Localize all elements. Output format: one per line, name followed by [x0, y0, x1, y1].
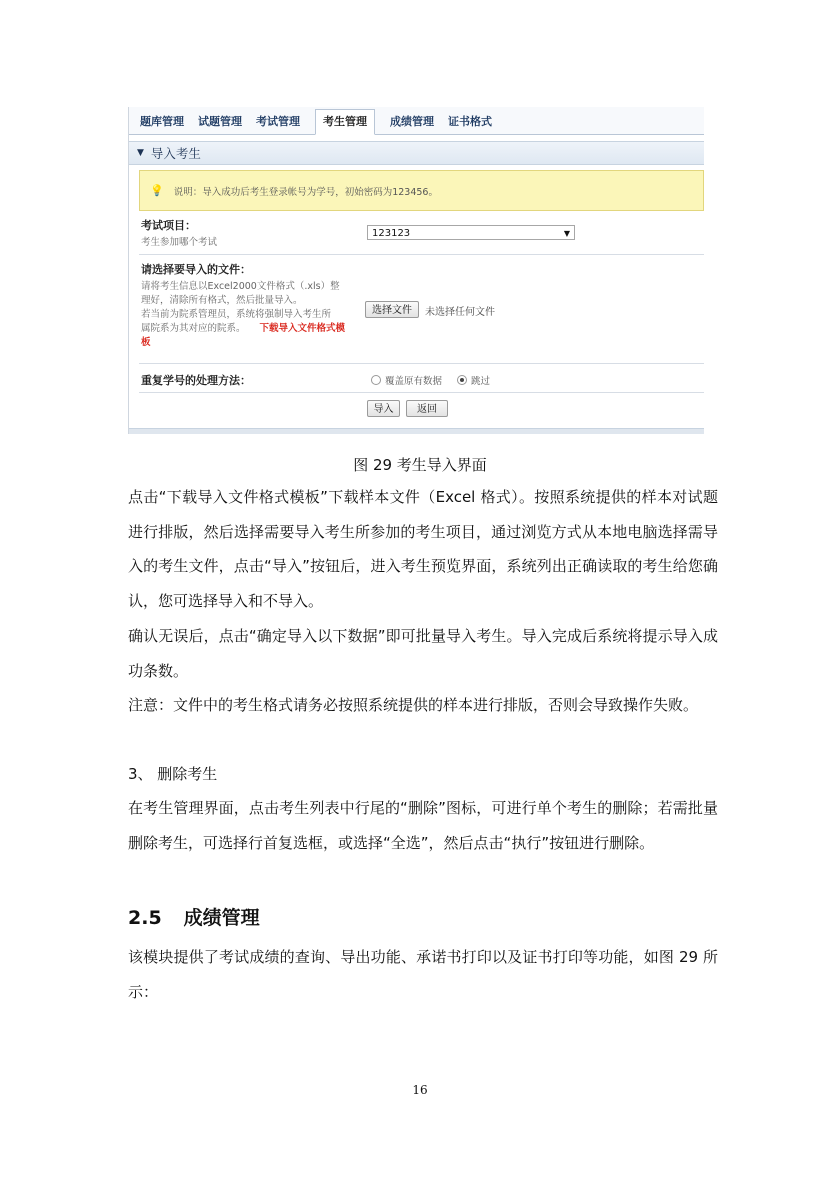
tab-exams[interactable]: 考试管理 [256, 115, 300, 128]
file-hint-1: 请将考生信息以Excel2000文件格式（.xls）整 [141, 281, 340, 292]
radio-skip-label: 跳过 [471, 376, 491, 387]
section-heading [128, 903, 260, 930]
file-hint-2: 理好，清除所有格式，然后批量导入。 [141, 295, 303, 306]
panel-header[interactable] [129, 141, 704, 165]
notice-box [139, 170, 704, 211]
import-examinee-screenshot [128, 107, 704, 434]
figure-caption: 图 29 考生导入界面 [353, 456, 487, 474]
choose-file-button[interactable]: 选择文件 [365, 301, 419, 318]
tab-questions[interactable]: 试题管理 [198, 115, 242, 128]
import-button[interactable]: 导入 [367, 400, 400, 417]
file-hint-4: 属院系为其对应的院系。 [141, 323, 246, 334]
paragraph-delete: 在考生管理界面，点击考生列表中行尾的“删除”图标，可进行单个考生的删除；若需批量删除考生，可选择行首复选框，或选择“全选”，然后点击“执行”按钮进行删除。 [128, 799, 718, 852]
collapse-triangle-icon[interactable]: ▼ [137, 148, 144, 158]
no-file-text: 未选择任何文件 [425, 307, 495, 318]
paragraph-note: 注意：文件中的考生格式请务必按照系统提供的样本进行排版，否则会导致操作失败。 [128, 696, 699, 714]
download-template-link[interactable]: 下载导入文件格式模 [259, 323, 346, 334]
download-template-link-cont[interactable]: 板 [141, 337, 151, 348]
page-number: 16 [412, 1083, 428, 1097]
exam-item-hint: 考生参加哪个考试 [141, 237, 218, 248]
tab-scores[interactable]: 成绩管理 [390, 115, 434, 128]
radio-overwrite-label: 覆盖原有数据 [385, 376, 443, 387]
paragraph-import-steps: 点击“下载导入文件格式模板”下载样本文件（Excel 格式）。按照系统提供的样本对试题进行排版，然后选择需要导入考生所参加的考生项目，通过浏览方式从本地电脑选择需导入的考生文件，点击“导入”按钮后，进入考生预览界面，系统列出正确读取的考生给您确认，您可选择导入和不导入。 [128, 488, 718, 610]
section-delete-title: 3、 删除考生 [128, 765, 218, 783]
notice-text: 说明：导入成功后考生登录帐号为学号，初始密码为123456。 [173, 186, 438, 198]
file-hint-4-and-link [141, 322, 345, 336]
section-number: 2.5 [128, 907, 162, 929]
tab-certificate-format[interactable]: 证书格式 [448, 115, 492, 128]
tab-examinees[interactable]: 考生管理 [315, 109, 375, 135]
exam-item-select[interactable] [367, 225, 575, 240]
exam-item-selected: 123123 [372, 228, 411, 239]
back-button[interactable]: 返回 [406, 400, 448, 417]
lightbulb-icon: 💡 [150, 184, 164, 197]
section-title: 成绩管理 [183, 907, 260, 929]
tab-question-bank[interactable]: 题库管理 [140, 115, 184, 128]
duplicate-row [139, 364, 704, 393]
chevron-down-icon: ▼ [563, 229, 570, 238]
screenshot-bottom-bar [129, 428, 704, 434]
exam-item-row [139, 214, 704, 255]
file-label: 请选择要导入的文件： [141, 263, 251, 276]
file-hint-3: 若当前为院系管理员，系统将强制导入考生所 [141, 309, 332, 320]
radio-skip[interactable] [457, 373, 490, 387]
module-tabs [129, 107, 704, 135]
radio-overwrite[interactable] [371, 373, 442, 387]
radio-overwrite-circle[interactable] [371, 375, 381, 385]
paragraph-confirm: 确认无误后，点击“确定导入以下数据”即可批量导入考生。导入完成后系统将提示导入成功条数。 [128, 627, 718, 680]
paragraph-score-module: 该模块提供了考试成绩的查询、导出功能、承诺书打印以及证书打印等功能，如图 29 所示： [128, 948, 718, 1001]
panel-title: 导入考生 [150, 146, 201, 161]
exam-item-label: 考试项目： [141, 219, 196, 232]
radio-skip-circle[interactable] [457, 375, 467, 385]
duplicate-label: 重复学号的处理方法： [141, 374, 251, 387]
file-row [139, 255, 704, 364]
